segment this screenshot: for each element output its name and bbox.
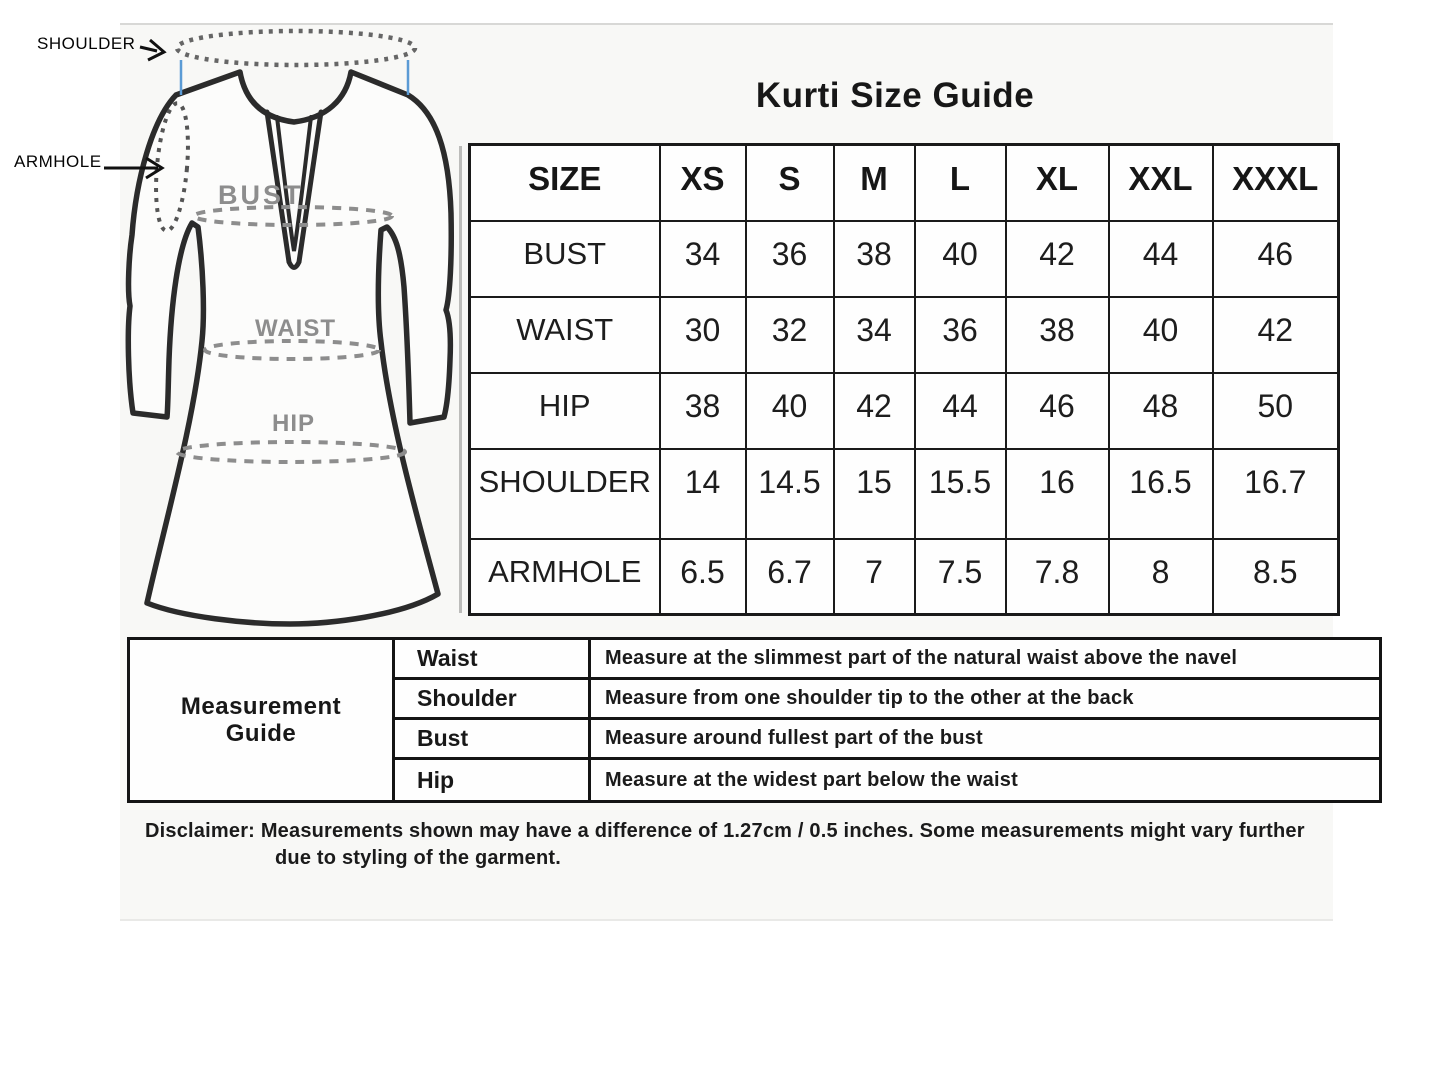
size-row-label: BUST xyxy=(470,221,660,297)
size-value-cell: 34 xyxy=(660,221,746,297)
size-column-header: XS xyxy=(660,145,746,221)
size-value-cell: 34 xyxy=(834,297,915,373)
size-table-row xyxy=(470,297,1339,373)
size-value-cell: 6.7 xyxy=(746,539,834,615)
bust-label: BUST xyxy=(218,180,304,210)
size-table-row xyxy=(470,221,1339,297)
size-row-label: WAIST xyxy=(470,297,660,373)
size-row-label: ARMHOLE xyxy=(470,539,660,615)
kurti-diagram xyxy=(0,0,470,650)
size-value-cell: 8 xyxy=(1109,539,1213,615)
size-value-cell: 44 xyxy=(915,373,1006,449)
size-column-header: XXXL xyxy=(1213,145,1339,221)
armhole-callout-label: ARMHOLE xyxy=(14,152,102,171)
size-table-row xyxy=(470,373,1339,449)
size-value-cell: 14.5 xyxy=(746,449,834,539)
size-value-cell: 42 xyxy=(1006,221,1109,297)
measurement-guide-row xyxy=(129,639,1381,679)
size-value-cell: 32 xyxy=(746,297,834,373)
size-column-header: S xyxy=(746,145,834,221)
size-value-cell: 6.5 xyxy=(660,539,746,615)
armhole-arrow-icon xyxy=(104,158,162,178)
measurement-guide-description: Measure around fullest part of the bust xyxy=(590,719,1381,759)
size-value-cell: 38 xyxy=(660,373,746,449)
size-value-cell: 38 xyxy=(834,221,915,297)
size-row-label: HIP xyxy=(470,373,660,449)
size-value-cell: 15 xyxy=(834,449,915,539)
size-column-header: L xyxy=(915,145,1006,221)
measurement-guide-description: Measure at the slimmest part of the natural waist above the navel xyxy=(590,639,1381,679)
measurement-guide-description: Measure at the widest part below the waist xyxy=(590,759,1381,802)
disclaimer-text-line2: due to styling of the garment. xyxy=(275,847,562,869)
measurement-guide-label: Hip xyxy=(394,759,590,802)
measurement-guide-table xyxy=(127,637,1382,803)
measurement-guide-title-cell xyxy=(129,639,394,802)
hip-label: HIP xyxy=(272,410,316,437)
size-value-cell: 7.5 xyxy=(915,539,1006,615)
disclaimer xyxy=(145,818,1343,872)
size-value-cell: 30 xyxy=(660,297,746,373)
size-value-cell: 40 xyxy=(746,373,834,449)
size-value-cell: 16 xyxy=(1006,449,1109,539)
size-value-cell: 15.5 xyxy=(915,449,1006,539)
size-column-header: M xyxy=(834,145,915,221)
kurti-sketch xyxy=(0,0,470,650)
size-value-cell: 16.7 xyxy=(1213,449,1339,539)
size-value-cell: 44 xyxy=(1109,221,1213,297)
shoulder-arrow-icon xyxy=(140,40,164,60)
size-value-cell: 46 xyxy=(1006,373,1109,449)
measurement-guide-title: Measurement Guide xyxy=(180,693,342,747)
size-value-cell: 38 xyxy=(1006,297,1109,373)
size-column-header: SIZE xyxy=(470,145,660,221)
shoulder-measure-ellipse xyxy=(177,31,415,65)
measurement-guide-label: Shoulder xyxy=(394,679,590,719)
size-table-row xyxy=(470,449,1339,539)
page-title: Kurti Size Guide xyxy=(755,76,1035,115)
size-value-cell: 8.5 xyxy=(1213,539,1339,615)
size-column-header: XL xyxy=(1006,145,1109,221)
size-value-cell: 40 xyxy=(1109,297,1213,373)
disclaimer-label: Disclaimer: xyxy=(145,820,256,842)
size-value-cell: 14 xyxy=(660,449,746,539)
size-value-cell: 42 xyxy=(1213,297,1339,373)
size-value-cell: 46 xyxy=(1213,221,1339,297)
waist-label: WAIST xyxy=(255,315,336,342)
size-value-cell: 42 xyxy=(834,373,915,449)
size-value-cell: 50 xyxy=(1213,373,1339,449)
size-column-header: XXL xyxy=(1109,145,1213,221)
measurement-guide-description: Measure from one shoulder tip to the other at the back xyxy=(590,679,1381,719)
scan-edge-artifact xyxy=(459,146,462,613)
measurement-guide-label: Bust xyxy=(394,719,590,759)
size-value-cell: 16.5 xyxy=(1109,449,1213,539)
measurement-guide-label: Waist xyxy=(394,639,590,679)
size-row-label: SHOULDER xyxy=(470,449,660,539)
disclaimer-text-line1: Measurements shown may have a difference of 1.27cm / 0.5 inches. Some measurements might vary further xyxy=(260,820,1305,842)
size-value-cell: 36 xyxy=(746,221,834,297)
size-table xyxy=(468,143,1340,616)
size-value-cell: 36 xyxy=(915,297,1006,373)
size-value-cell: 7 xyxy=(834,539,915,615)
size-value-cell: 40 xyxy=(915,221,1006,297)
size-value-cell: 7.8 xyxy=(1006,539,1109,615)
size-value-cell: 48 xyxy=(1109,373,1213,449)
shoulder-callout-label: SHOULDER xyxy=(37,34,136,53)
kurti-outline xyxy=(128,72,451,624)
size-table-row xyxy=(470,539,1339,615)
